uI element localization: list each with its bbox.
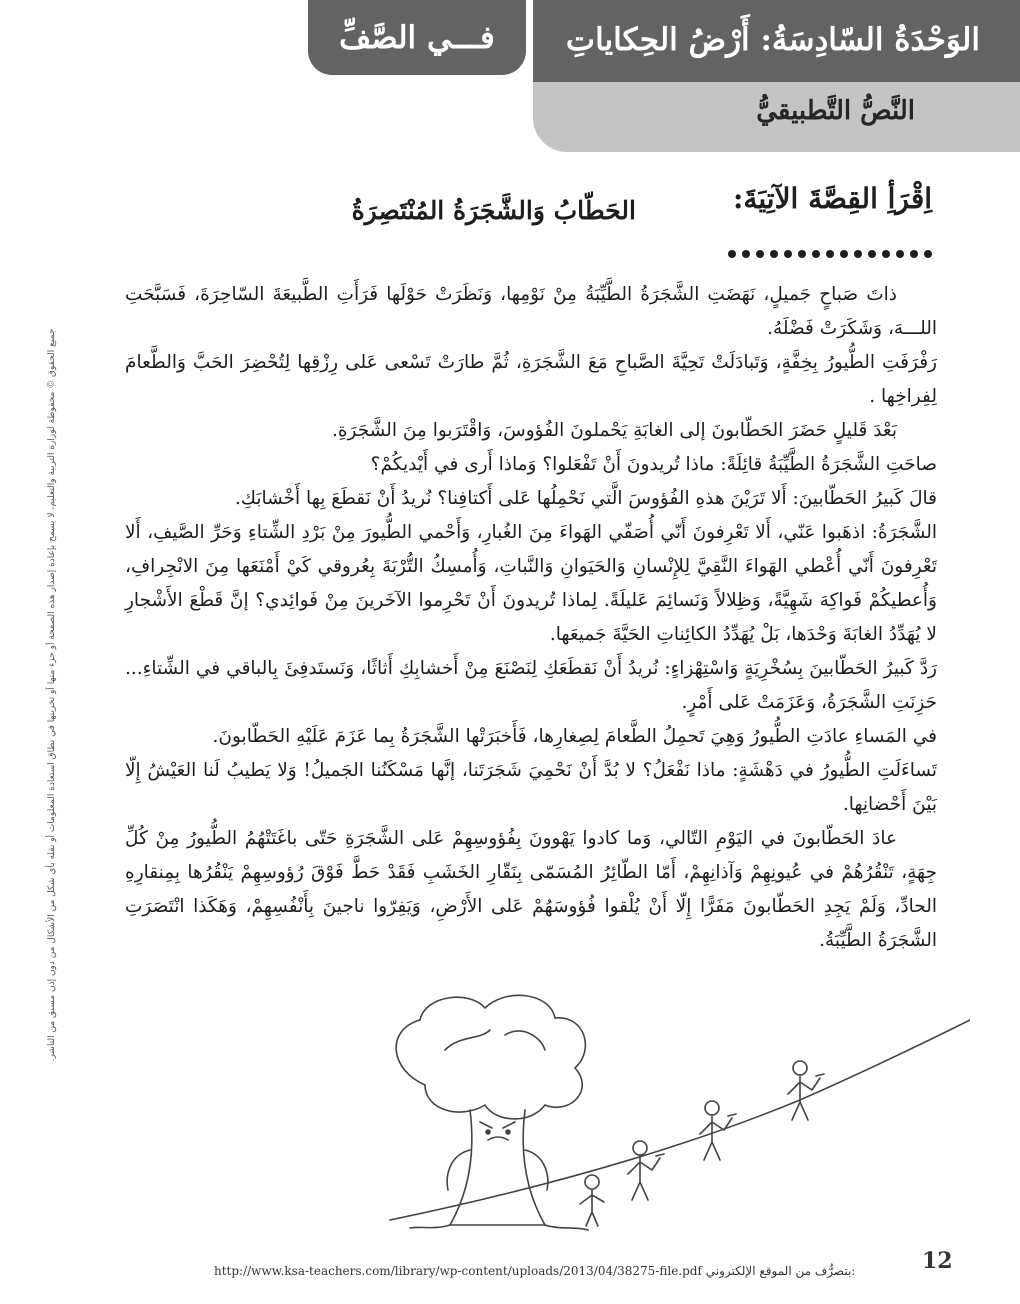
- woodcutter-figure: [788, 1061, 824, 1120]
- story-paragraph: ذاتَ صَباحٍ جَميلٍ، نَهَضَتِ الشَّجَرَةُ الطَّيِّبَةُ مِنْ نَوْمِها، وَنَظَرَتْ حَوْلَها فَرَأَتِ الطَّبيعَةَ السّاحِرَةَ، فَسَبَّحَتِ اللـــهَ، وَشَكَرَتْ فَضْلَهُ.: [125, 284, 937, 339]
- source-citation: [214, 1264, 855, 1278]
- story-paragraph: في المَساءِ عادَتِ الطُّيورُ وَهِيَ تَحمِلُ الطَّعامَ لِصِغارِها، فَأَخبَرَتْها الشَّجَرَةُ بِما عَزَمَ عَلَيْهِ الحَطّابونَ.: [212, 726, 937, 747]
- story-paragraph: عادَ الحَطّابونَ في اليَوْمِ التّالي، وَما كادوا يَهْوونَ بِفُؤوسِهِمْ عَلى الشَّجَرَةِ حَتّى باغَتَتْهُمُ الطُّيورُ مِنْ كُلِّ جِهَةٍ، تَنْقُرُهُمْ في عُيونِهِمْ وَآذانِهِمْ، أَمّا الطّائِرُ المُسَمّى بِنَقّارِ الخَشَبِ فَقَدْ حَطَّ فَوْقَ رُؤوسِهِمْ يَنْقُرُها بِمِنقارِهِ الحادِّ، وَلَمْ يَجِدِ الحَطّابونَ مَفَرًّا إِلّا أَنْ يُلْقوا فُؤوسَهُمْ عَلى الأَرْضِ، وَيَفِرّوا ناجينَ بِأَنْفُسِهِمْ، وَهَكَذا انْتَصَرَتِ الشَّجَرَةُ الطَّيِّبَةُ.: [125, 828, 937, 951]
- unit-banner: [533, 0, 1020, 82]
- story-paragraph: بَعْدَ قَليلٍ حَضَرَ الحَطّابونَ إلى الغابَةِ يَحْملونَ الفُؤوسَ، وَاقْتَرَبوا مِنَ الشَّجَرَةِ.: [331, 420, 897, 441]
- story-paragraph: رَدَّ كَبيرُ الحَطّابينَ بِسُخْرِيَةٍ وَاسْتِهْزاءٍ: نُريدُ أَنْ نَقطَعَكِ لِنَصْنَعَ مِنْ أَخشابِكِ أَثاثًا، وَنَستَدفِئَ بِالباقي في الشِّتاءِ... حَزِنَتِ الشَّجَرَةُ، وَعَزَمَتْ عَلى أَمْرٍ.: [125, 658, 937, 713]
- class-tab: [308, 0, 526, 75]
- section-subtitle: النَّصُّ التَّطبيقيُّ: [756, 96, 915, 126]
- page-number: 12: [922, 1248, 953, 1274]
- woodcutter-figure: [628, 1141, 664, 1200]
- source-label: بتصرُّف من الموقع الإلكتروني:: [705, 1264, 856, 1278]
- woodcutter-figure: [580, 1175, 604, 1226]
- copyright-note: جميع الحقوق © محفوظة لوزارة التربية والتعليم، لا يسمح بإعادة إصدار هذه الصفحة أو جزء منها أو تخزينها في نطاق استعادة المعلومات أو نقله بأي شكل من الأشكال من دون إذن مسبق من الناشر.: [47, 328, 57, 1062]
- story-paragraph: رَفْرَفَتِ الطُّيورُ بِخِفَّةٍ، وَتَبادَلَتْ تَحِيَّةَ الصَّباحِ مَعَ الشَّجَرَةِ، ثُمَّ طارَتْ تَسْعى عَلى رِزْقِها لِتُحْضِرَ الحَبَّ وَالطَّعامَ لِفِراخِها .: [125, 352, 937, 407]
- story-paragraph: صاحَتِ الشَّجَرَةُ الطَّيِّبَةُ قائِلَةً: ماذا تُريدونَ أَنْ تَفْعَلوا؟ وَماذا أَرى في أَيْديكُمْ؟: [370, 454, 937, 475]
- tree-canopy: [396, 995, 585, 1119]
- story-paragraph: قالَ كَبيرُ الحَطّابينَ: أَلا تَرَيْنَ هذهِ الفُؤوسَ الَّتي نَحْمِلُها عَلى أَكتافِنا؟ نُريدُ أَنْ نَقطَعَ بِها أَخْشابَكِ.: [234, 488, 937, 509]
- story-title: الحَطّابُ وَالشَّجَرَةُ المُنْتَصِرَةُ: [351, 196, 636, 225]
- story-paragraph: تَساءَلَتِ الطُّيورُ في دَهْشَةٍ: ماذا نَفْعَلُ؟ لا بُدَّ أَنْ نَحْمِيَ شَجَرَتَنا، إنَّها مَسْكَنُنا الجَميلُ! وَلا يَطيبُ لَنا العَيْشُ إِلّا بَيْنَ أَحْضانِها.: [125, 760, 937, 815]
- tree-trunk: [450, 1110, 545, 1225]
- reading-instruction: اِقْرَأِ القِصَّةَ الآتِيَةَ:: [733, 182, 932, 215]
- story-body: [125, 278, 937, 958]
- unit-title: الوَحْدَةُ السّادِسَةُ: أَرْضُ الحِكاياتِ: [565, 22, 980, 58]
- tree-and-woodcutters-illustration: [330, 990, 970, 1240]
- subtitle-band: [533, 82, 1020, 152]
- story-paragraph: الشَّجَرَةُ: اذهَبوا عَنّي، أَلا تَعْرِفونَ أَنّي أُصَفّي الهَواءَ مِنَ الغُبارِ، وَأَحْمي الطُّيورَ مِنْ بَرْدِ الشِّتاءِ وَحَرِّ الصَّيفِ، أَلا تَعْرِفونَ أَنّي أُعْطي الهَواءَ النَّقِيَّ لِلإِنْسانِ وَالحَيَوانِ وَالنَّباتِ، وَأُمسِكُ التُّرْبَةَ بِعُروقي كَيْ أَمْنَعَها مِنَ الانْجِرافِ، وَأُعطيكُمْ فَواكِهَ شَهِيَّةً، وَظِلالاً وَنَسائِمَ عَليلَةً. لِماذا تُريدونَ أَنْ تَحْرِموا الآخَرينَ مِنْ فَوائِدي؟ إنَّ قَطْعَ الأَشْجارِ لا يُهَدِّدُ الغابَةَ وَحْدَها، بَلْ يُهَدِّدُ الكائِناتِ الحَيَّةَ جَميعَها.: [125, 522, 937, 645]
- dotted-divider: [728, 250, 932, 258]
- class-tab-label: فـــي الصَّفِّ: [339, 19, 495, 56]
- source-url: http://www.ksa-teachers.com/library/wp-content/uploads/2013/04/38275-file.pdf: [214, 1264, 702, 1278]
- hill-line: [390, 1020, 970, 1220]
